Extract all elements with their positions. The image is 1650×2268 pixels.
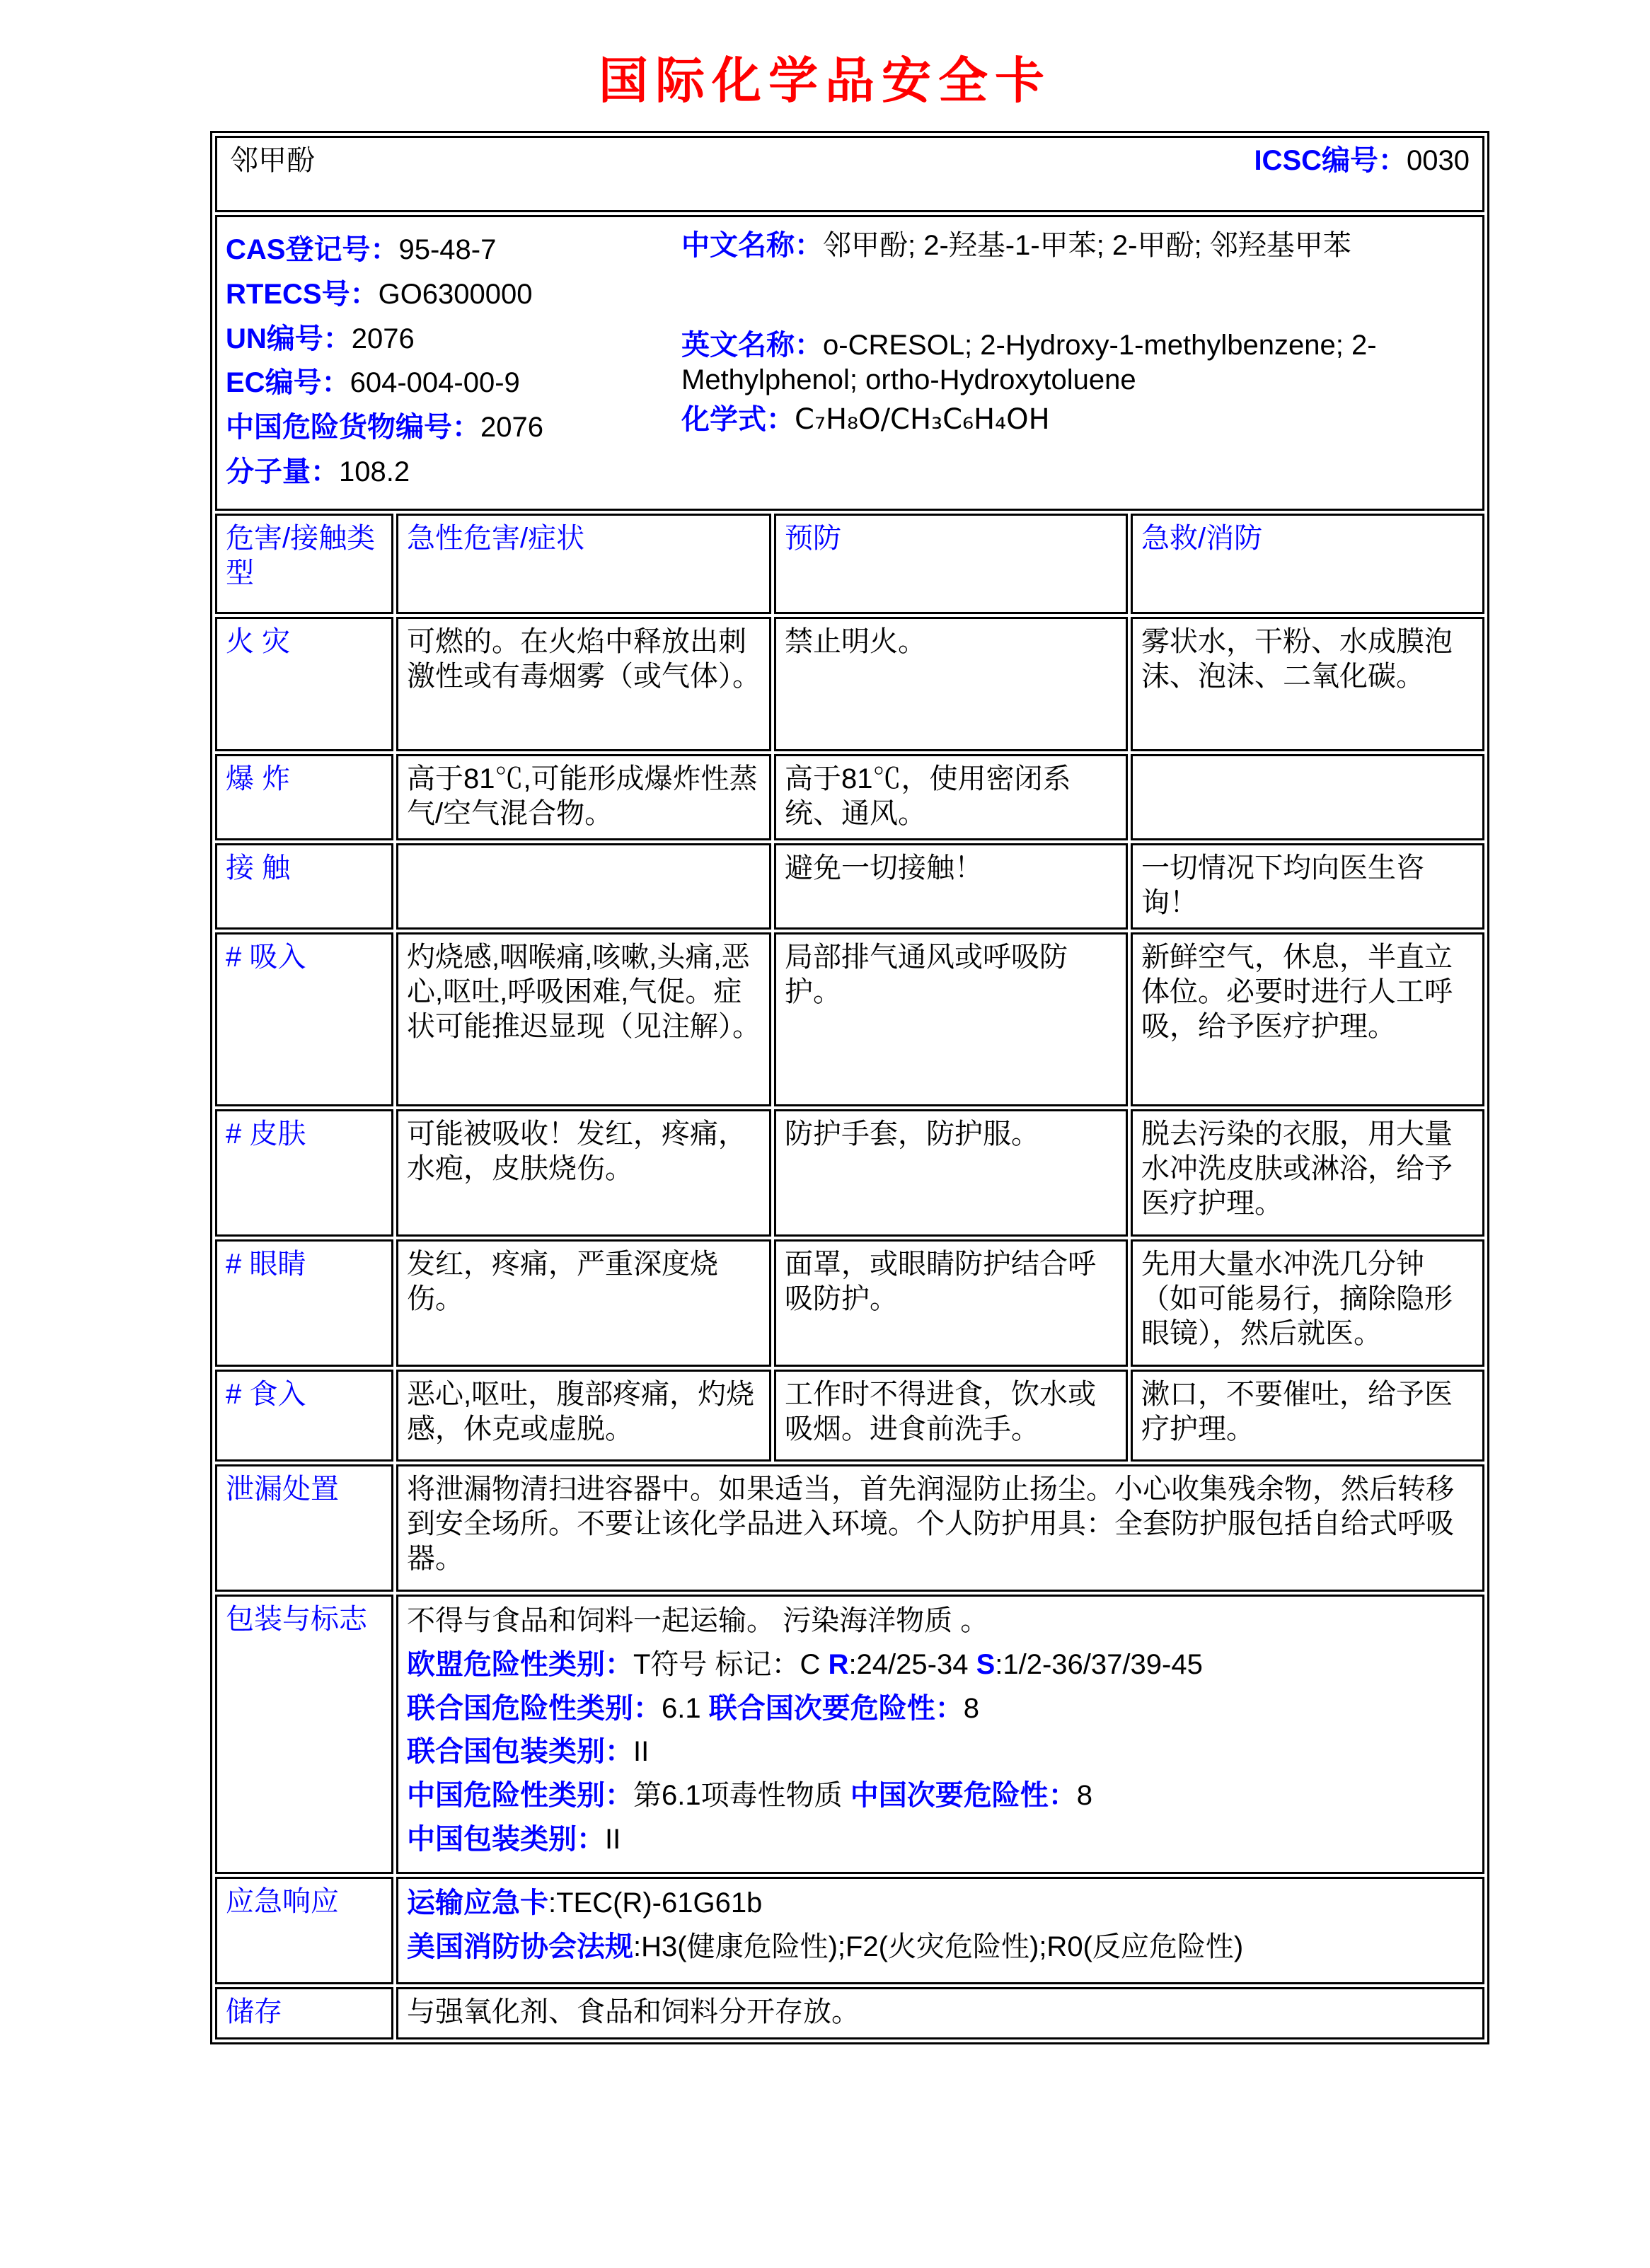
- hazard-row-label: 接 触: [215, 843, 393, 930]
- nfpa-code-line: [407, 1930, 1474, 1965]
- registry-numbers-column: [226, 223, 663, 499]
- chinese-name-value: 邻甲酚; 2-羟基-1-甲苯; 2-甲酚; 邻羟基甲苯: [823, 230, 1351, 261]
- storage-row: [215, 1987, 1484, 2040]
- icsc-card-table: [210, 131, 1489, 2044]
- hazard-row-label: 火 灾: [215, 617, 393, 751]
- symptoms-cell: 可能被吸收！发红，疼痛，水疱，皮肤烧伤。: [396, 1109, 771, 1237]
- cn-packing-value: II: [605, 1823, 621, 1855]
- molecular-weight-line: [226, 455, 663, 490]
- formula-value: C₇H₈O/CH₃C₆H₄OH: [795, 403, 1050, 436]
- un-packing-value: II: [633, 1736, 650, 1768]
- response-cell: 一切情况下均向医生咨询！: [1131, 843, 1484, 930]
- hazard-row-label: # 吸入: [215, 932, 393, 1106]
- identification-cell: [215, 215, 1484, 511]
- symptoms-cell: 高于81℃,可能形成爆炸性蒸气/空气混合物。: [396, 754, 771, 840]
- un-class-label: 联合国危险性类别：: [407, 1692, 662, 1724]
- response-cell: 新鲜空气，休息，半直立体位。必要时进行人工呼吸，给予医疗护理。: [1131, 932, 1484, 1106]
- hazard-row-label: # 食入: [215, 1370, 393, 1462]
- rtecs-number-line: [226, 277, 663, 312]
- english-name-label: 英文名称：: [681, 329, 823, 361]
- response-cell: 漱口，不要催吐，给予医疗护理。: [1131, 1370, 1484, 1462]
- cn-class-label: 中国危险性类别：: [407, 1780, 633, 1812]
- storage-text-cell: 与强氧化剂、食品和饲料分开存放。: [396, 1987, 1484, 2040]
- chinese-name-block: [681, 228, 1474, 263]
- eu-class-value: T符号 标记：C: [633, 1648, 829, 1680]
- english-name-value: o-CRESOL; 2-Hydroxy-1-methylbenzene; 2-Methylphenol; ortho-Hydroxytoluene: [681, 329, 1377, 395]
- cas-label: CAS登记号：: [226, 234, 399, 265]
- s-phrases-label: S: [976, 1648, 996, 1680]
- tec-value: :TEC(R)-61G61b: [548, 1887, 763, 1919]
- header-strip-row: [215, 136, 1484, 212]
- icsc-number: [1254, 144, 1470, 178]
- packaging-labelling-row: [215, 1595, 1484, 1874]
- page-title: 国际化学品安全卡: [599, 54, 1051, 109]
- prevention-cell: 局部排气通风或呼吸防护。: [774, 932, 1128, 1106]
- emergency-response-row: [215, 1877, 1484, 1984]
- response-cell: [1131, 754, 1484, 840]
- hazard-type-header: 危害/接触类型: [215, 514, 393, 614]
- hazard-row-label: # 皮肤: [215, 1109, 393, 1237]
- eu-classification-line: [407, 1648, 1474, 1682]
- r-phrases-value: :24/25-34: [848, 1648, 976, 1680]
- prevention-cell: 面罩，或眼睛防护结合呼吸防护。: [774, 1239, 1128, 1367]
- formula-block: [681, 403, 1474, 437]
- response-cell: 脱去污染的衣服，用大量水冲洗皮肤或淋浴，给予医疗护理。: [1131, 1109, 1484, 1237]
- header-strip-cell: [215, 136, 1484, 212]
- s-phrases-value: :1/2-36/37/39-45: [995, 1648, 1203, 1680]
- emergency-row-label: 应急响应: [215, 1877, 393, 1984]
- transport-note-line: 不得与食品和饲料一起运输。 污染海洋物质 。: [407, 1605, 989, 1636]
- r-phrases-label: R: [828, 1648, 849, 1680]
- cn-subrisk-label: 中国次要危险性：: [850, 1780, 1077, 1812]
- un-class-value: 6.1: [662, 1692, 709, 1724]
- symptoms-cell: 灼烧感,咽喉痛,咳嗽,头痛,恶心,呕吐,呼吸困难,气促。症状可能推迟显现（见注解）。: [396, 932, 771, 1106]
- hazard-header-row: [215, 514, 1484, 614]
- rtecs-label: RTECS号：: [226, 278, 379, 310]
- hazard-row-fire: [215, 617, 1484, 751]
- cn-packing-group-line: [407, 1822, 1474, 1857]
- rtecs-value: GO6300000: [378, 278, 533, 310]
- symptoms-cell: [396, 843, 771, 930]
- header-strip: [226, 144, 1474, 178]
- mw-value: 108.2: [339, 456, 410, 487]
- response-cell: 先用大量水冲洗几分钟（如可能易行，摘除隐形眼镜），然后就医。: [1131, 1239, 1484, 1367]
- un-packing-label: 联合国包装类别：: [407, 1736, 633, 1768]
- china-dg-label: 中国危险货物编号：: [226, 412, 480, 444]
- cn-packing-label: 中国包装类别：: [407, 1823, 605, 1855]
- spill-row-label: 泄漏处置: [215, 1464, 393, 1592]
- storage-row-label: 储存: [215, 1987, 393, 2040]
- hazard-row-exposure: [215, 843, 1484, 930]
- symptoms-cell: 可燃的。在火焰中释放出刺激性或有毒烟雾（或气体）。: [396, 617, 771, 751]
- prevention-cell: 工作时不得进食，饮水或吸烟。进食前洗手。: [774, 1370, 1128, 1462]
- icsc-number-label: ICSC编号：: [1254, 145, 1407, 176]
- prevention-cell: 高于81℃，使用密闭系统、通风。: [774, 754, 1128, 840]
- un-subrisk-value: 8: [963, 1692, 979, 1724]
- formula-label: 化学式：: [681, 404, 795, 436]
- cn-classification-line: [407, 1778, 1474, 1813]
- response-header: 急救/消防: [1131, 514, 1484, 614]
- nfpa-label: 美国消防协会法规: [407, 1931, 633, 1962]
- response-cell: 雾状水，干粉、水成膜泡沫、泡沫、二氧化碳。: [1131, 617, 1484, 751]
- eu-class-label: 欧盟危险性类别：: [407, 1648, 633, 1680]
- hazard-row-inhalation: [215, 932, 1484, 1106]
- symptoms-header: 急性危害/症状: [396, 514, 771, 614]
- identification-columns: [226, 223, 1474, 499]
- chinese-name-label: 中文名称：: [681, 230, 823, 261]
- prevention-header: 预防: [774, 514, 1128, 614]
- substance-name: 邻甲酚: [230, 145, 315, 176]
- hazard-row-label: # 眼睛: [215, 1239, 393, 1367]
- un-value: 2076: [351, 323, 415, 354]
- un-classification-line: [407, 1691, 1474, 1726]
- nfpa-value: :H3(健康危险性);F2(火灾危险性);R0(反应危险性): [633, 1931, 1244, 1962]
- hazard-row-ingestion: [215, 1370, 1484, 1462]
- ec-number-line: [226, 366, 663, 400]
- ec-value: 604-004-00-9: [350, 367, 520, 399]
- identification-row: [215, 215, 1484, 511]
- symptoms-cell: 恶心,呕吐，腹部疼痛，灼烧感，休克或虚脱。: [396, 1370, 771, 1462]
- prevention-cell: 防护手套，防护服。: [774, 1109, 1128, 1237]
- un-label: UN编号：: [226, 323, 352, 354]
- spill-disposal-row: [215, 1464, 1484, 1592]
- prevention-cell: 避免一切接触！: [774, 843, 1128, 930]
- icsc-number-value: 0030: [1407, 145, 1470, 176]
- packaging-text-cell: [396, 1595, 1484, 1874]
- china-dangerous-goods-line: [226, 410, 663, 445]
- packaging-row-label: 包装与标志: [215, 1595, 393, 1874]
- emergency-text-cell: [396, 1877, 1484, 1984]
- hazard-row-skin: [215, 1109, 1484, 1237]
- un-packing-group-line: [407, 1735, 1474, 1769]
- mw-label: 分子量：: [226, 456, 339, 487]
- cas-value: 95-48-7: [398, 234, 497, 265]
- un-number-line: [226, 322, 663, 357]
- transport-emergency-card-line: [407, 1886, 1474, 1921]
- tec-label: 运输应急卡: [407, 1887, 548, 1919]
- hazard-row-eyes: [215, 1239, 1484, 1367]
- cas-number-line: [226, 233, 663, 267]
- ec-label: EC编号：: [226, 367, 350, 399]
- un-subrisk-label: 联合国次要危险性：: [708, 1692, 964, 1724]
- prevention-cell: 禁止明火。: [774, 617, 1128, 751]
- spill-text-cell: 将泄漏物清扫进容器中。如果适当，首先润湿防止扬尘。小心收集残余物，然后转移到安全场所。不要让该化学品进入环境。个人防护用具：全套防护服包括自给式呼吸器。: [396, 1464, 1484, 1592]
- names-column: [663, 223, 1474, 499]
- symptoms-cell: 发红，疼痛，严重深度烧伤。: [396, 1239, 771, 1367]
- cn-class-value: 第6.1项毒性物质: [633, 1780, 850, 1812]
- cn-subrisk-value: 8: [1076, 1780, 1092, 1812]
- china-dg-value: 2076: [480, 412, 543, 444]
- english-name-block: [681, 328, 1474, 398]
- hazard-row-explosion: [215, 754, 1484, 840]
- hazard-row-label: 爆 炸: [215, 754, 393, 840]
